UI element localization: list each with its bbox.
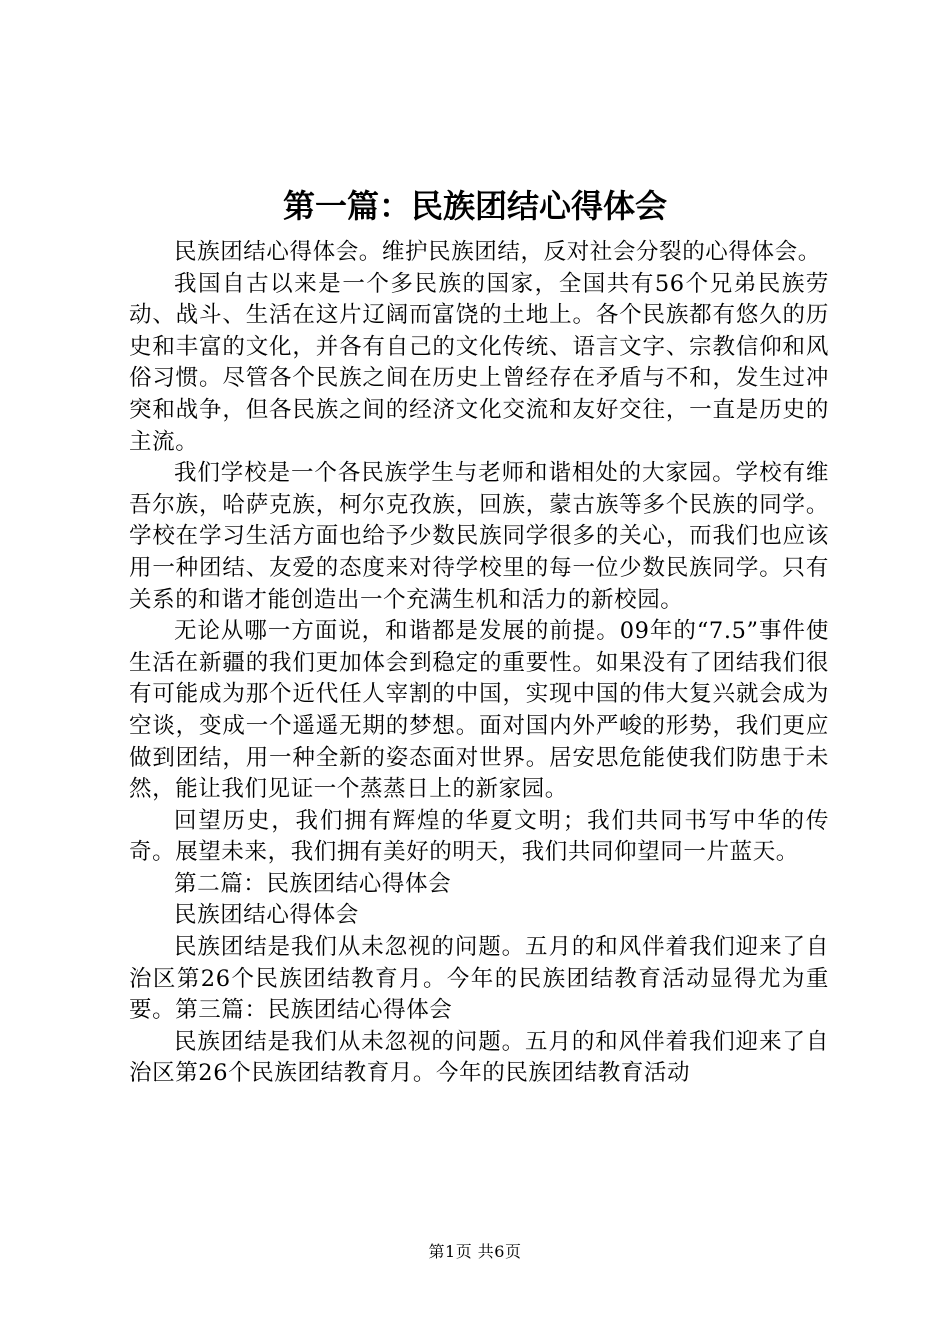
section-heading-second: 第二篇：民族团结心得体会 bbox=[174, 870, 452, 897]
paragraph-school: 我们学校是一个各民族学生与老师和谐相处的大家园。学校有维吾尔族，哈萨克族，柯尔克孜族，回族，蒙古族等多个民族的同学。学校在学习生活方面也给予少数民族同学很多的关心，而我们也应该用一种团结、友爱的态度来对待学校里的每一位少数民族同学。只有关系的和谐才能创造出一个充满生机和活力的新校园。 bbox=[129, 460, 829, 613]
paragraph-intro: 民族团结心得体会。维护民族团结，反对社会分裂的心得体会。 bbox=[174, 239, 821, 265]
paragraph-harmony: 无论从哪一方面说，和谐都是发展的前提。09年的“7.5”事件使生活在新疆的我们更加体会到稳定的重要性。如果没有了团结我们很有可能成为那个近代任人宰割的中国，实现中国的伟大复兴就会成为空谈，变成一个遥遥无期的梦想。面对国内外严峻的形势，我们更应做到团结，用一种全新的姿态面对世界。居安思危能使我们防患于未然，能让我们见证一个蒸蒸日上的新家园。 bbox=[129, 618, 829, 803]
document-body bbox=[129, 237, 829, 1090]
paragraph-education-month-repeat: 民族团结是我们从未忽视的问题。五月的和风伴着我们迎来了自治区第26个民族团结教育月。今年的民族团结教育活动 bbox=[129, 1028, 829, 1087]
page-footer: 第1页 共6页 bbox=[428, 1242, 522, 1261]
paragraph-history: 我国自古以来是一个多民族的国家，全国共有56个兄弟民族劳动、战斗、生活在这片辽阔而富饶的土地上。各个民族都有悠久的历史和丰富的文化，并各有自己的文化传统、语言文字、宗教信仰和风俗习惯。尽管各个民族之间在历史上曾经存在矛盾与不和，发生过冲突和战争，但各民族之间的经济文化交流和友好交往，一直是历史的主流。 bbox=[129, 270, 829, 455]
section-subheading: 民族团结心得体会 bbox=[174, 902, 359, 929]
document-title: 第一篇：民族团结心得体会 bbox=[282, 187, 667, 225]
paragraph-education-month: 民族团结是我们从未忽视的问题。五月的和风伴着我们迎来了自治区第26个民族团结教育月。今年的民族团结教育活动显得尤为重要。第三篇：民族团结心得体会 bbox=[129, 934, 829, 1024]
paragraph-outlook: 回望历史，我们拥有辉煌的华夏文明；我们共同书写中华的传奇。展望未来，我们拥有美好的明天，我们共同仰望同一片蓝天。 bbox=[129, 807, 829, 866]
